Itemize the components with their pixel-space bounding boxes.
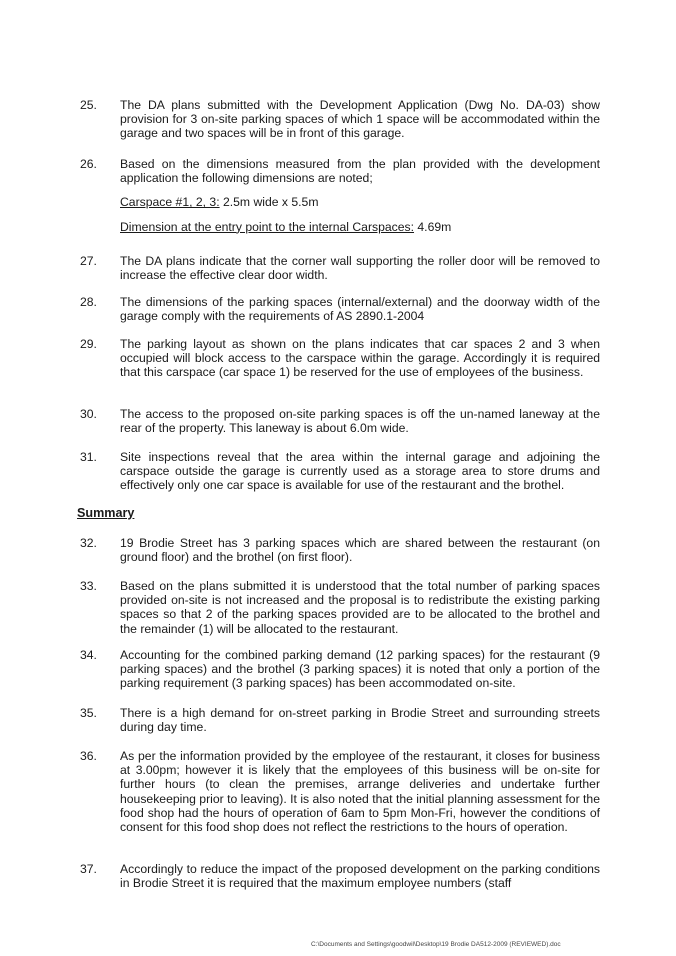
carspace-dimensions — [120, 195, 600, 209]
paragraph-26 — [80, 157, 600, 234]
paragraph-number: 26. — [80, 157, 97, 171]
entry-dimension-value: 4.69m — [414, 219, 452, 234]
paragraph-text: Site inspections reveal that the area within the internal garage and adjoining the carspace outside the garage is currently used as a storage area to store drums and effectively only one car space is available for use of the restaurant and the brothel. — [120, 450, 600, 493]
paragraph-number: 31. — [80, 450, 97, 464]
paragraph-35 — [80, 706, 600, 734]
paragraph-number: 34. — [80, 648, 97, 662]
paragraph-text: The DA plans indicate that the corner wall supporting the roller door will be removed to increase the effective clear door width. — [120, 254, 600, 283]
paragraph-32 — [80, 536, 600, 564]
paragraph-text: The dimensions of the parking spaces (internal/external) and the doorway width of the garage comply with the requirements of AS 2890.1-2004 — [120, 295, 600, 324]
paragraph-text: There is a high demand for on-street parking in Brodie Street and surrounding streets during day time. — [120, 706, 600, 735]
paragraph-text: Based on the plans submitted it is understood that the total number of parking spaces provided on-site is not increased and the proposal is to redistribute the existing parking spaces so that 2 of the parking spaces provided are to be allocated to the brothel and the remainder (1) will be allocated to the restaurant. — [120, 579, 600, 636]
paragraph-number: 27. — [80, 254, 97, 268]
paragraph-text: As per the information provided by the employee of the restaurant, it closes for business at 3.00pm; however it is likely that the employees of this business will be on-site for further hours (to clean the premises, arrange deliveries and undertake further housekeeping prior to leaving). It is also noted that the initial planning assessment for the food shop had the hours of operation of 6am to 5pm Mon-Fri, however the conditions of consent for this food shop does not reflect the restrictions to the hours of operation. — [120, 749, 600, 835]
file-path-footer: C:\Documents and Settings\goodwil\Desktop\19 Brodie DA512-2009 (REVIEWED).doc — [311, 941, 561, 948]
paragraph-number: 36. — [80, 749, 97, 763]
paragraph-34 — [80, 648, 600, 691]
paragraph-text: The DA plans submitted with the Development Application (Dwg No. DA-03) show provision for 3 on-site parking spaces of which 1 space will be accommodated within the garage and two spaces will be in front of this garage. — [120, 98, 600, 141]
paragraph-text: Accordingly to reduce the impact of the proposed development on the parking conditions in Brodie Street it is required that the maximum employee numbers (staff — [120, 862, 600, 891]
paragraph-number: 30. — [80, 407, 97, 421]
summary-heading: Summary — [77, 506, 135, 520]
paragraph-number: 35. — [80, 706, 97, 720]
paragraph-text: The access to the proposed on-site parking spaces is off the un-named laneway at the rear of the property. This laneway is about 6.0m wide. — [120, 407, 600, 436]
paragraph-28 — [80, 295, 600, 323]
paragraph-25 — [80, 98, 600, 141]
paragraph-number: 33. — [80, 579, 97, 593]
paragraph-29 — [80, 337, 600, 380]
paragraph-text: The parking layout as shown on the plans indicates that car spaces 2 and 3 when occupied will block access to the carspace within the garage. Accordingly it is required that this carspace (car space 1) be reserved for the use of employees of the business. — [120, 337, 600, 380]
paragraph-37 — [80, 862, 600, 890]
paragraph-number: 29. — [80, 337, 97, 351]
paragraph-text: Based on the dimensions measured from the plan provided with the development application the following dimensions are noted; — [120, 157, 600, 186]
entry-dimension — [120, 220, 600, 234]
paragraph-27 — [80, 254, 600, 282]
entry-dimension-label: Dimension at the entry point to the internal Carspaces: — [120, 219, 415, 234]
paragraph-30 — [80, 407, 600, 435]
paragraph-31 — [80, 450, 600, 493]
paragraph-number: 37. — [80, 862, 97, 876]
paragraph-number: 32. — [80, 536, 97, 550]
paragraph-text: 19 Brodie Street has 3 parking spaces which are shared between the restaurant (on ground floor) and the brothel (on first floor). — [120, 536, 600, 565]
paragraph-number: 28. — [80, 295, 97, 309]
paragraph-number: 25. — [80, 98, 97, 112]
paragraph-text: Accounting for the combined parking demand (12 parking spaces) for the restaurant (9 parking spaces) and the brothel (3 parking spaces) it is noted that only a portion of the parking requirement (3 parking spaces) has been accommodated on-site. — [120, 648, 600, 691]
paragraph-33 — [80, 579, 600, 636]
paragraph-36 — [80, 749, 600, 834]
carspace-value: 2.5m wide x 5.5m — [219, 195, 319, 210]
carspace-label: Carspace #1, 2, 3: — [120, 195, 220, 210]
